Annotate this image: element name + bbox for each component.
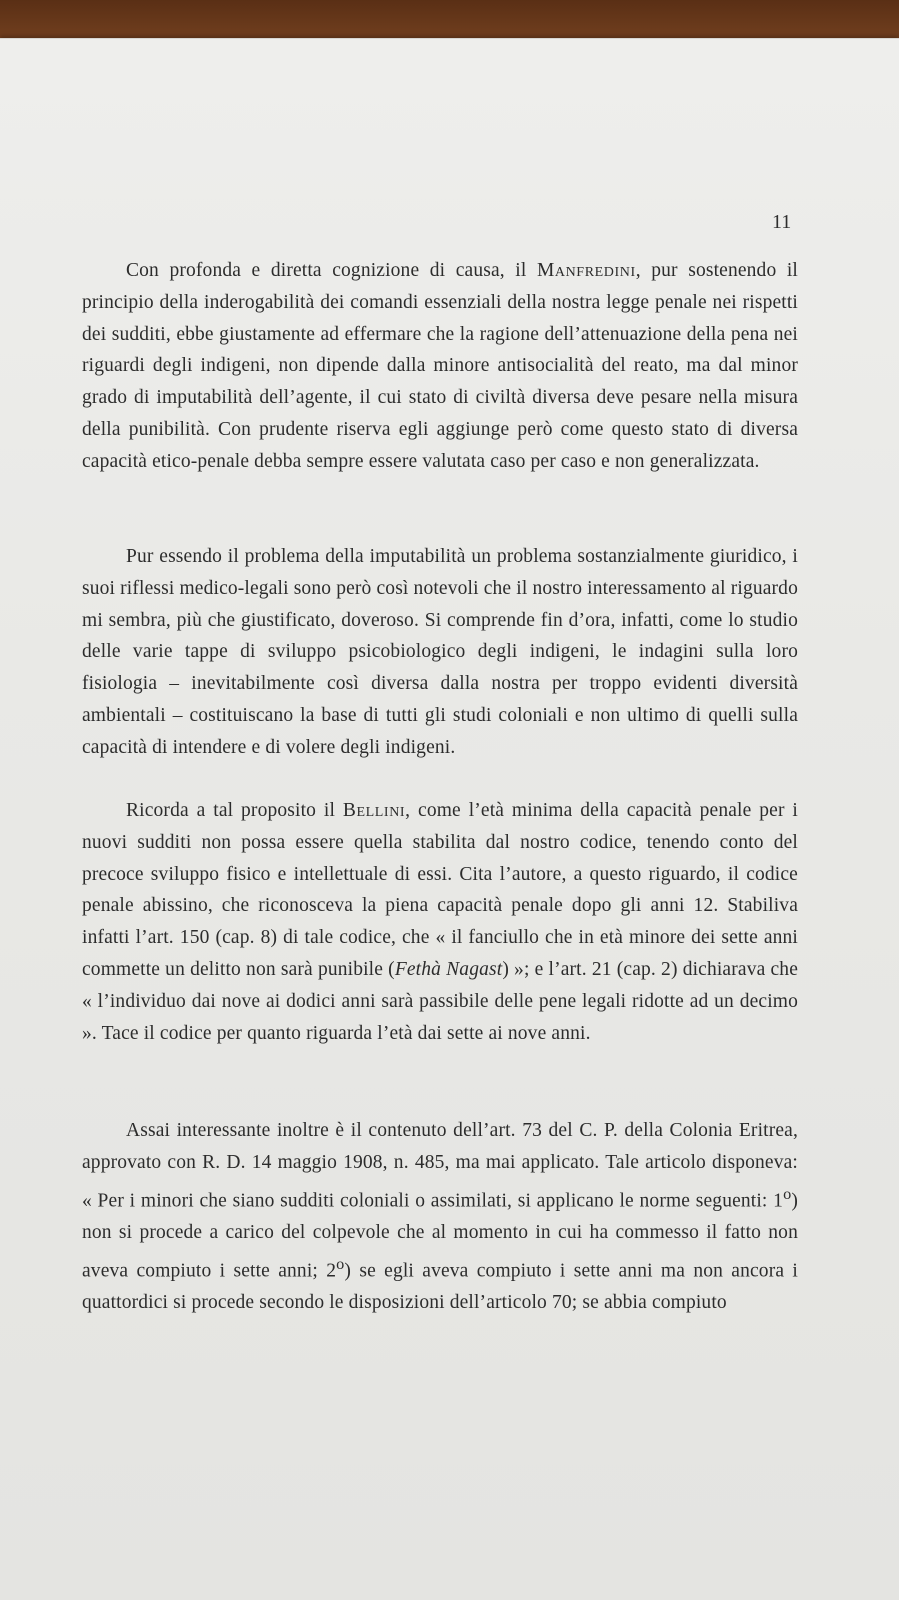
body-text [82, 255, 798, 1369]
paragraph-text: ) »; e l’art. 21 (cap. 2) dichiarava che « l’individuo dai nove ai dodici anni sarà passibile delle pene legali ridotte ad un decimo ». Tace il codice per quanto riguarda l’età dai sette ai nove anni. [82, 958, 799, 1044]
code-title-fetha-nagast: Fethà Nagast [394, 958, 503, 980]
book-page [0, 38, 899, 1600]
paragraph-text: , come l’età minima della capacità penale per i nuovi sudditi non possa essere quella stabilita dal nostro codice, tenendo conto del precoce sviluppo fisico e intellettuale di essi. Cita l’autore, a questo riguardo, il codice penale abissino, che riconosceva la piena capacità penale dopo gli anni 12. Stabiliva infatti l’art. 150 (cap. 8) di tale codice, che « il fanciullo che in età minore dei sette anni commette un delitto non sarà punibile ( [82, 800, 798, 980]
paragraph-text: Assai interessante inoltre è il contenuto dell’art. 73 del C. P. della Colonia Eritrea, approvato con R. D. 14 maggio 1908, n. 485, ma mai applicato. Tale articolo disponeva: « Per i minori che siano sudditi coloniali o assimilati, si applicano le norme seguenti: 1 [82, 1120, 798, 1212]
ordinal-indicator: o [336, 1254, 345, 1273]
paragraph-text: Ricorda a tal proposito il [126, 800, 343, 821]
paragraph-imputabilita: Pur essendo il problema della imputabilità un problema sostanzialmente giuridico, i suoi riflessi medico-legali sono però così notevoli che il nostro interessamento al riguardo mi sembra, più che giustificato, doveroso. Si comprende fin d’ora, infatti, come lo studio delle varie tappe di sviluppo psicobiologico degli indigeni, le indagini sulla loro fisiologia – inevitabilmente così diversa dalla nostra per troppo evidenti diversità ambientali – costituiscano la base di tutti gli studi coloniali e non ultimo di quelli sulla capacità di intendere e di volere degli indigeni. [82, 546, 798, 758]
page-number: 11 [772, 211, 792, 233]
author-name-bellini: Bellini [342, 800, 406, 821]
paragraph-text: ) non si procede a carico del colpevole che al momento in cui ha commesso il fatto non aveva compiuto i sette anni; 2 [82, 1190, 798, 1282]
ordinal-indicator: o [783, 1184, 792, 1203]
paragraph-text: , pur sostenendo il principio della inderogabilità dei comandi essenziali della nostra legge penale nei rispetti dei sudditi, ebbe giustamente ad effermare che la ragione dell’attenuazione della pena nei riguardi degli indigeni, non dipende dalla minore antisocialità del reato, ma dal minor grado di imputabilità dell’agente, il cui stato di civiltà diversa deve pesare nella misura della punibilità. Con prudente riserva egli aggiunge però come questo stato di diversa capacità etico-penale debba sempre essere valutata caso per caso e non generalizzata. [82, 260, 798, 472]
paragraph-text: ) se egli aveva compiuto i sette anni ma non ancora i quattordici si procede secondo le disposizioni dell’articolo 70; se abbia compiuto [82, 1260, 798, 1313]
paragraph-bellini [82, 795, 798, 1115]
paragraph-text: Con profonda e diretta cognizione di causa, il [126, 260, 537, 281]
paragraph-manfredini [82, 255, 798, 541]
author-name-manfredini: Manfredini [536, 260, 636, 281]
paragraph-colonia-eritrea [82, 1115, 798, 1369]
